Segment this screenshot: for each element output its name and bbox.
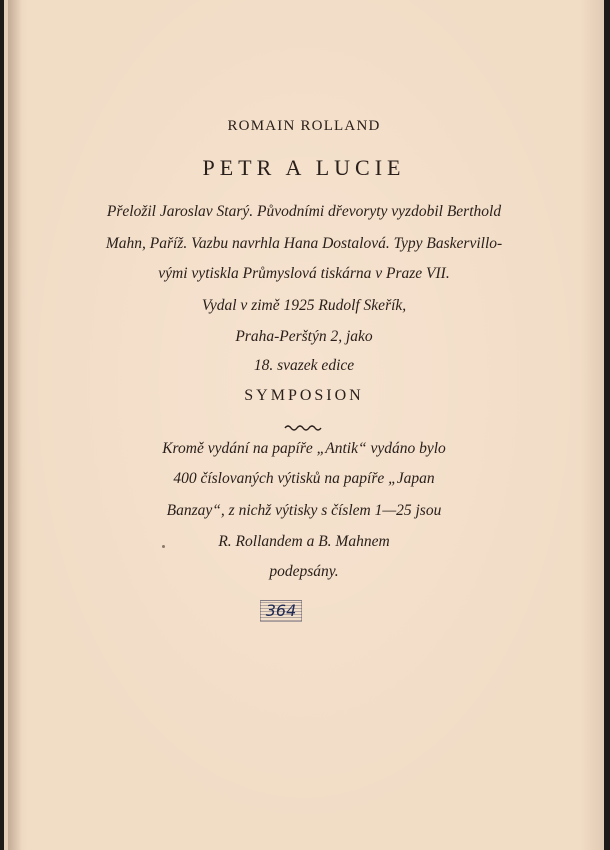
colophon-line: Přeložil Jaroslav Starý. Původními dřevoryty vyzdobil Berthold xyxy=(106,203,502,220)
author-name: ROMAIN ROLLAND xyxy=(227,118,381,134)
colophon-line: Vydal v zimě 1925 Rudolf Skeřík, xyxy=(201,297,407,314)
colophon-line: Mahn, Paříž. Vazbu navrhla Hana Dostalová. Typy Baskervillo- xyxy=(105,235,503,252)
copy-number-stamp xyxy=(260,600,302,622)
wave-ornament-icon xyxy=(284,418,324,436)
paper-speck xyxy=(162,545,165,548)
edition-note-line: podepsány. xyxy=(269,563,339,580)
colophon-line: Praha-Perštýn 2, jako xyxy=(235,328,373,345)
book-title: PETR A LUCIE xyxy=(202,155,406,180)
series-name: SYMPOSION xyxy=(244,387,364,404)
edition-note-line: R. Rollandem a B. Mahnem xyxy=(218,533,390,550)
book-page xyxy=(4,0,604,850)
colophon-line: vými vytiskla Průmyslová tiskárna v Praze VII. xyxy=(158,265,450,282)
copy-number: 364 xyxy=(265,601,297,620)
edition-note-line: Banzay“, z nichž výtisky s číslem 1—25 jsou xyxy=(166,502,442,519)
colophon-line: 18. svazek edice xyxy=(253,357,355,374)
edition-note-line: Kromě vydání na papíře „Antik“ vydáno bylo xyxy=(162,440,446,457)
edition-note-line: 400 číslovaných výtisků na papíře „Japan xyxy=(173,470,435,487)
